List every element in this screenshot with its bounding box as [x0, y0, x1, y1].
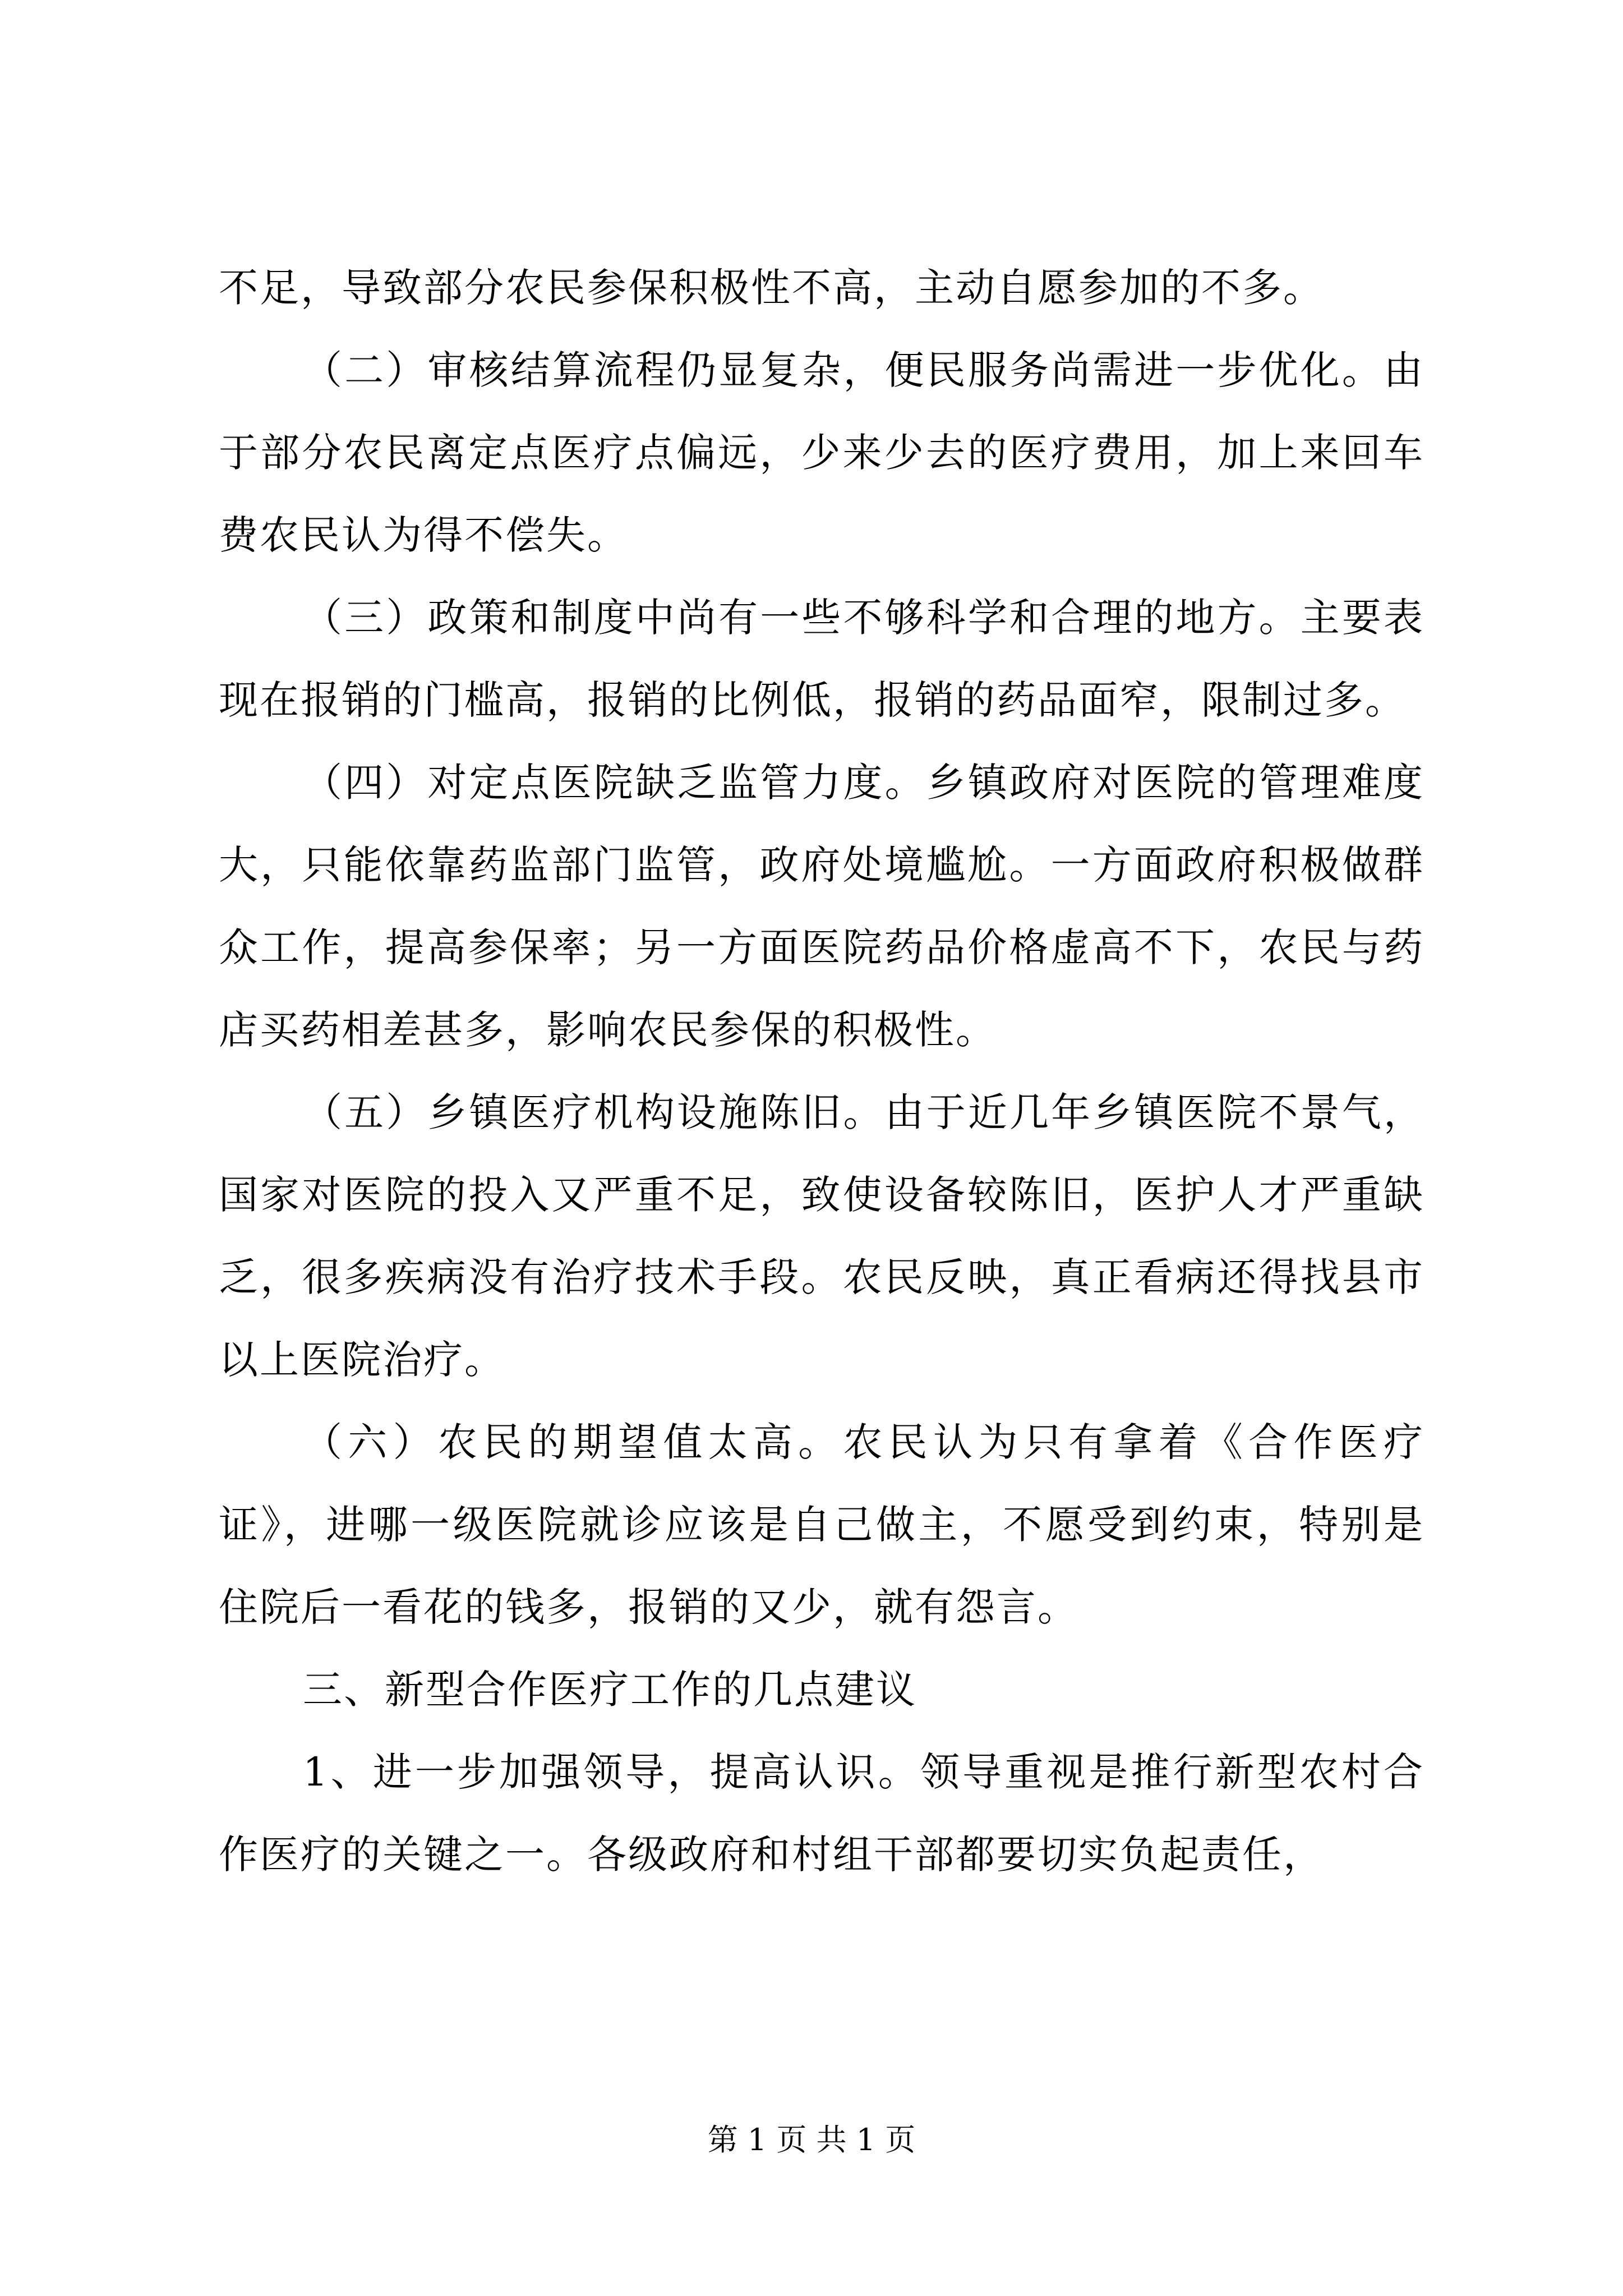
paragraph-item-4: （四）对定点医院缺乏监管力度。乡镇政府对医院的管理难度大，只能依靠药监部门监管，政府处境尴尬。一方面政府积极做群众工作，提高参保率；另一方面医院药品价格虚高不下，农民与药店买药相差甚多，影响农民参保的积极性。: [219, 760, 1424, 1053]
page-footer: 第 1 页 共 1 页: [707, 2122, 916, 2157]
paragraph-item-2: （二）审核结算流程仍显复杂，便民服务尚需进一步优化。由于部分农民离定点医疗点偏远，少来少去的医疗费用，加上来回车费农民认为得不偿失。: [219, 347, 1424, 558]
paragraph-item-6: （六）农民的期望值太高。农民认为只有拿着《合作医疗证》，进哪一级医院就诊应该是自己做主，不愿受到约束，特别是住院后一看花的钱多，报销的又少，就有怨言。: [219, 1419, 1424, 1630]
section-heading: 三、新型合作医疗工作的几点建议: [303, 1667, 917, 1713]
paragraph-continuation: 不足，导致部分农民参保积极性不高，主动自愿参加的不多。: [219, 265, 1324, 311]
paragraph-suggestion-1: 1、进一步加强领导，提高认识。领导重视是推行新型农村合作医疗的关键之一。各级政府和村组干部都要切实负起责任，: [219, 1749, 1424, 1878]
paragraph-item-3: （三）政策和制度中尚有一些不够科学和合理的地方。主要表现在报销的门槛高，报销的比例低，报销的药品面窄，限制过多。: [219, 595, 1424, 723]
paragraph-item-5: （五）乡镇医疗机构设施陈旧。由于近几年乡镇医院不景气，国家对医院的投入又严重不足，致使设备较陈旧，医护人才严重缺乏，很多疾病没有治疗技术手段。农民反映，真正看病还得找县市以上医院治疗。: [219, 1089, 1424, 1383]
document-body: [219, 247, 1424, 1896]
